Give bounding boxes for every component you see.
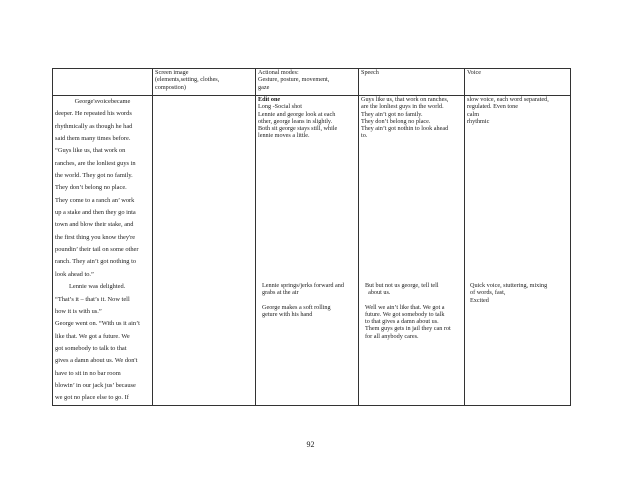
header-novel-text xyxy=(53,69,153,96)
novel-line: They don’t belong no place. xyxy=(55,184,127,192)
speech-cell xyxy=(359,96,465,406)
novel-line: got somebody to talk to that xyxy=(55,344,127,352)
voice-line: calm xyxy=(467,110,480,118)
actional-modes-cell xyxy=(256,96,359,406)
table-header-row xyxy=(53,69,571,96)
voice-cell xyxy=(465,96,571,406)
actional-line: other, george leans in slightly. xyxy=(258,117,333,125)
voice-line: slow voice, each word separated, xyxy=(467,96,549,103)
novel-line: Lennie was delighted. xyxy=(69,283,126,291)
novel-line: said them many times before. xyxy=(55,135,131,143)
header-speech: Speech xyxy=(359,69,465,96)
speech-line: to. xyxy=(361,132,368,140)
actional-line: geture with his hand xyxy=(262,310,313,318)
novel-line: have to sit in no bar room xyxy=(55,369,121,377)
novel-line: the world. They got no family. xyxy=(55,172,133,180)
page-number: 92 xyxy=(306,440,315,449)
novel-line: George went on. “With us it ain’t xyxy=(55,320,140,328)
actional-line: grabs at the air xyxy=(262,289,299,297)
novel-text-cell xyxy=(53,96,153,406)
novel-line: They come to a ranch an’ work xyxy=(55,196,135,204)
actional-line: Both sit george stays still, while xyxy=(258,125,338,133)
speech-line: Well we ain’t like that. We got a xyxy=(365,303,445,311)
analysis-table xyxy=(52,68,571,406)
header-voice: Voice xyxy=(465,69,571,96)
novel-line: we got no place else to go. If xyxy=(55,394,129,402)
speech-line: future. We got somebody to talk xyxy=(365,310,445,318)
speech-line: Guys like us, that work on ranches, xyxy=(361,96,449,103)
novel-line: blowin’ in our jack jus’ because xyxy=(55,381,136,389)
voice-line: Excited xyxy=(470,296,489,304)
speech-line: They don’t belong no place. xyxy=(361,117,431,125)
novel-line: “Guys like us, that work on xyxy=(55,147,126,155)
actional-line: Lennie and george look at each xyxy=(258,110,336,118)
voice-line: rhythmic xyxy=(467,117,490,125)
novel-line: like that. We got a future. We xyxy=(55,332,130,340)
voice-line: of words, fast, xyxy=(470,289,506,297)
speech-line: to that gives a damn about us. xyxy=(365,318,439,326)
novel-line: poundin’ their tail on some other xyxy=(55,246,139,254)
speech-line: Them guys gets in jail they can rot xyxy=(365,325,451,333)
novel-line: ranches, are the lonliest guys in xyxy=(55,159,136,167)
actional-line: lennie moves a little. xyxy=(258,132,310,140)
speech-line: They ain’t got no family. xyxy=(361,110,423,118)
novel-line: rhythmically as though he had xyxy=(55,122,133,130)
voice-line: Quick voice, stuttering, mixing xyxy=(470,282,548,289)
table-body-row xyxy=(53,96,571,406)
header-screen-image: Screen image (elements,setting, clothes, compostion) xyxy=(153,69,256,96)
novel-line: ranch. They ain’t got nothing to xyxy=(55,258,137,266)
screen-image-cell xyxy=(153,96,256,406)
actional-line: George makes a soft rolling xyxy=(262,303,331,311)
novel-line: look ahead to.” xyxy=(55,270,94,278)
voice-line: regulated. Even tone xyxy=(467,103,519,111)
novel-line: deeper. He repeated his words xyxy=(55,110,132,118)
actional-line: Long -Social shot xyxy=(258,103,302,111)
actional-block-2 xyxy=(262,282,362,318)
novel-line: how it is with us.” xyxy=(55,307,102,315)
speech-block-2 xyxy=(365,282,467,340)
actional-line: Lennie springs/jerks forward and xyxy=(262,282,344,289)
novel-line: town and blow their stake, and xyxy=(55,221,134,229)
novel-line: up a stake and then they go inta xyxy=(55,209,136,217)
novel-line: “That’s it – that’s it. Now tell xyxy=(55,295,130,303)
speech-line: are the lonliest guys in the world. xyxy=(361,103,444,111)
speech-line: for all anybody cares. xyxy=(365,332,419,340)
speech-line: But but not us george, tell tell xyxy=(365,282,439,289)
speech-line: about us. xyxy=(365,289,391,297)
novel-line: gives a damn about us. We don't xyxy=(55,357,138,365)
speech-line: They ain’t got nothin to look ahead xyxy=(361,125,449,133)
novel-line: the first thing you know they're xyxy=(55,233,136,241)
voice-block-2 xyxy=(470,282,570,304)
novel-line: George'svoicebecame xyxy=(74,98,131,105)
header-actional-modes: Actional modes: Gesture, posture, movement, gaze xyxy=(256,69,359,96)
edit-title: Edit one xyxy=(258,96,281,103)
